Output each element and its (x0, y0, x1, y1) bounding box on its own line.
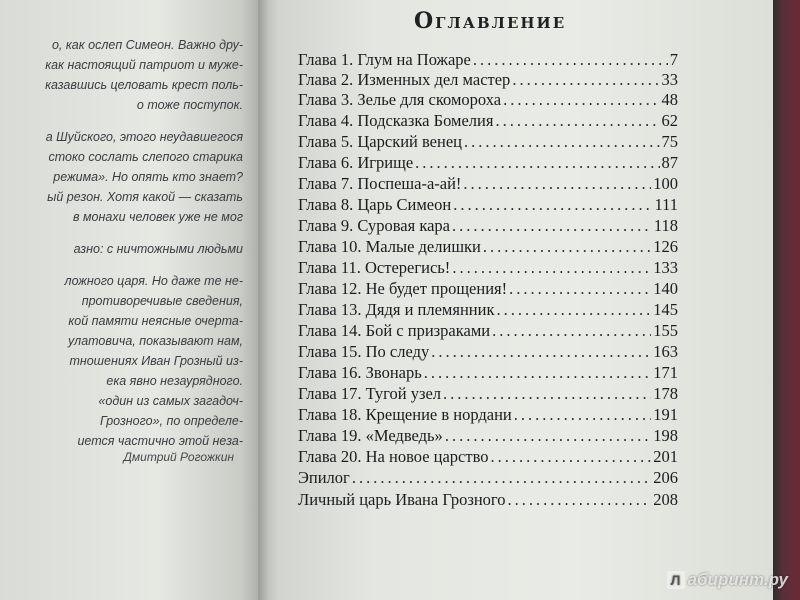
left-text-line: иется частично этой неза- (77, 434, 243, 448)
left-text-line: о, как ослеп Симеон. Важно дру- (51, 38, 243, 52)
toc-leader-dots (452, 258, 651, 278)
toc-entry (298, 342, 678, 364)
toc-entry-label: Глава 16. Звонарь (298, 363, 422, 382)
toc-entry (298, 195, 678, 217)
toc-leader-dots (445, 426, 651, 446)
toc-entry-page: 140 (653, 279, 678, 298)
toc-leader-dots (473, 50, 668, 70)
toc-entry (298, 490, 678, 512)
toc-entry (298, 216, 678, 238)
toc-entry (298, 50, 678, 72)
toc-title: Оглавление (414, 8, 567, 34)
left-text-line: улатовича, показывают нам, (68, 334, 243, 348)
left-text-line: стоко сослать слепого старика (48, 150, 243, 164)
toc-leader-dots (496, 300, 651, 320)
watermark-text: абиринт.ру (687, 570, 788, 589)
toc-entry-label: Глава 14. Бой с призраками (298, 321, 491, 340)
toc-leader-dots (424, 363, 652, 383)
left-text-line: ека явно незаурядного. (106, 374, 243, 388)
toc-entry (298, 384, 678, 406)
toc-entry-page: 33 (661, 70, 678, 89)
left-page (0, 0, 262, 600)
toc-leader-dots (492, 321, 651, 341)
toc-entry (298, 426, 678, 448)
toc-leader-dots (509, 279, 651, 299)
toc-entry (298, 447, 678, 469)
toc-entry-page: 191 (653, 405, 678, 424)
toc-leader-dots (514, 405, 651, 425)
toc-entry-label: Глава 13. Дядя и племянник (298, 300, 495, 319)
left-text-line: в монахи человек уже не мог (72, 210, 243, 224)
toc-leader-dots (443, 384, 651, 404)
toc-leader-dots (463, 174, 651, 194)
toc-leader-dots (483, 237, 651, 257)
watermark (667, 570, 788, 590)
toc-entry-label: Глава 15. По следу (298, 342, 430, 361)
toc-entry-label: Глава 18. Крещение в нордани (298, 405, 512, 424)
toc-entry-label: Глава 1. Глум на Пожаре (298, 50, 471, 69)
left-text-line: кой памяти неясные очерта- (68, 314, 243, 328)
toc-entry-label: Глава 7. Поспеша-а-ай! (298, 174, 462, 193)
left-text-line: ый резон. Хотя какой — сказать (47, 190, 243, 204)
toc-entry-label: Глава 12. Не будет прощения! (298, 279, 508, 298)
toc-entry-label: Личный царь Ивана Грозного (298, 490, 506, 509)
left-text-line: ложного царя. Но даже те не- (64, 274, 243, 288)
left-text-line: как настоящий патриот и муже- (45, 58, 243, 72)
toc-entry (298, 405, 678, 427)
toc-leader-dots (464, 132, 660, 152)
toc-entry-page: 208 (653, 490, 678, 509)
left-text-line: Грозного», по определе- (99, 414, 243, 428)
toc-leader-dots (508, 490, 652, 510)
toc-entry-label: Глава 8. Царь Симеон (298, 195, 452, 214)
left-text-line: режима». Но опять кто знает? (53, 170, 243, 184)
toc-entry-page: 171 (653, 363, 678, 382)
labirint-logo-icon: Л (667, 571, 685, 589)
left-text-line: а Шуйского, этого неудавшегося (45, 130, 243, 144)
toc-entry-page: 206 (653, 468, 678, 487)
left-text-line: казавшись целовать крест поль- (45, 78, 243, 92)
toc-entry (298, 174, 678, 196)
toc-entry-page: 100 (653, 174, 678, 193)
toc-leader-dots (512, 70, 659, 90)
toc-entry-label: Глава 20. На новое царство (298, 447, 489, 466)
toc-entry-label: Глава 3. Зелье для скомороха (298, 90, 502, 109)
left-text-line: азно: с ничтожными людьми (73, 242, 243, 256)
toc-entry (298, 70, 678, 92)
toc-entry-label: Эпилог (298, 468, 350, 487)
toc-entry-label: Глава 2. Изменных дел мастер (298, 70, 511, 89)
toc-entry-page: 87 (661, 153, 678, 172)
toc-entry (298, 279, 678, 301)
book-cover-edge (773, 0, 800, 600)
toc-entry (298, 90, 678, 112)
toc-entry-page: 133 (653, 258, 678, 277)
left-text-line: противоречивые сведения, (81, 294, 243, 308)
toc-entry-page: 7 (669, 50, 678, 69)
toc-entry-page: 62 (661, 111, 678, 130)
toc-entry-label: Глава 4. Подсказка Бомелия (298, 111, 494, 130)
toc-entry (298, 363, 678, 385)
toc-leader-dots (352, 468, 651, 488)
toc-leader-dots (495, 111, 659, 131)
toc-entry-label: Глава 9. Суровая кара (298, 216, 450, 235)
toc-entry-page: 118 (653, 216, 678, 235)
toc-entry (298, 321, 678, 343)
toc-leader-dots (452, 216, 652, 236)
toc-leader-dots (503, 90, 659, 110)
toc-leader-dots (453, 195, 652, 215)
left-text-line: «один из самых загадоч- (98, 394, 243, 408)
toc-entry (298, 132, 678, 154)
toc-entry-label: Глава 10. Малые делишки (298, 237, 481, 256)
toc-entry (298, 237, 678, 259)
toc-entry-label: Глава 19. «Медведь» (298, 426, 443, 445)
left-text-line: о тоже поступок. (136, 98, 243, 112)
toc-entry-page: 198 (653, 426, 678, 445)
toc-entry (298, 153, 678, 175)
toc-entry (298, 258, 678, 280)
author-signature: Дмитрий Рогожкин (123, 450, 234, 464)
toc-entry-label: Глава 17. Тугой узел (298, 384, 442, 403)
toc-entry-page: 111 (654, 195, 678, 214)
toc-leader-dots (491, 447, 652, 467)
toc-entry-page: 178 (653, 384, 678, 403)
toc-leader-dots (431, 342, 651, 362)
toc-entry-page: 126 (653, 237, 678, 256)
toc-entry-page: 48 (661, 90, 678, 109)
toc-entry-page: 163 (653, 342, 678, 361)
toc-entry-page: 201 (653, 447, 678, 466)
toc-entry-page: 155 (653, 321, 678, 340)
toc-entry-label: Глава 5. Царский венец (298, 132, 462, 151)
toc-entry-label: Глава 6. Игрище (298, 153, 414, 172)
left-text-line: тношениях Иван Грозный из- (69, 354, 243, 368)
toc-leader-dots (415, 153, 659, 173)
toc-entry (298, 468, 678, 490)
toc-entry (298, 300, 678, 322)
toc-entry-page: 75 (661, 132, 678, 151)
toc-entry-page: 145 (653, 300, 678, 319)
toc-entry (298, 111, 678, 133)
toc-entry-label: Глава 11. Остерегись! (298, 258, 451, 277)
